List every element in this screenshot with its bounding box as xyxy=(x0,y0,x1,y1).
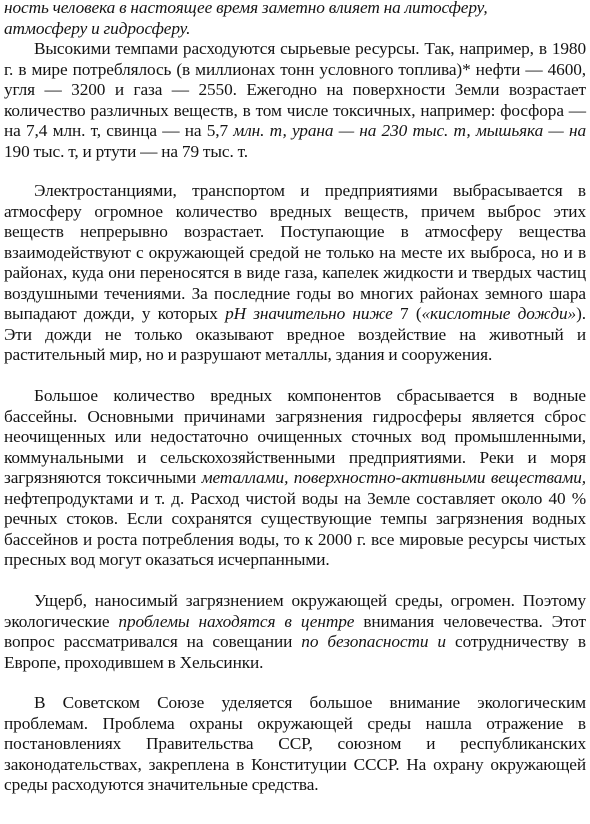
paragraph-5: Ущерб, наносимый загрязнением окружающей среды, огромен. Поэтому экологические проблемы находятся в центре внимания человечества. Этот вопрос рассматривался на совещании по безопасности и сотрудничеству в Европе, проходившем в Хельсинки. xyxy=(4,591,586,672)
paragraph-2: Высокими темпами расходуются сырьевые ресурсы. Так, например, в 1980 г. в мире потреблялось (в миллионах тонн условного топлива)* нефти — 4600, угля — 3200 и газа — 2550. Ежегодно на поверхности Земли возрастает количество различных веществ, в том числе токсичных, например: фосфора — на 7,4 млн. т, свинца — на 5,7 млн. т, урана — на 230 тыс. т, мышьяка — на 190 тыс. т, и ртути — на 79 тыс. т. xyxy=(4,39,586,161)
paragraph-1: ность человека в настоящее время заметно влияет на литосферу, атмосферу и гидросферу. xyxy=(4,0,488,38)
paragraph-6: В Советском Союзе уделяется большое внимание экологическим проблемам. Проблема охраны окружающей среды нашла отражение в постановлениях Правительства ССР, союзном и республиканских законодательствах, закреплена в Конституции СССР. На охрану окружающей среды расходуются значительные средства. xyxy=(4,693,586,794)
paragraph-4: Большое количество вредных компонентов сбрасывается в водные бассейны. Основными причинами загрязнения гидросферы является сброс неочищенных или недостаточно очищенных сточных вод промышленными, коммунальными и сельскохозяйственными предприятиями. Реки и моря загрязняются токсичными металлами, поверхностно-активными веществами, нефтепродуктами и т. д. Расход чистой воды на Земле составляет около 40 % речных стоков. Если сохранятся существующие темпы загрязнения водных бассейнов и роста потребления воды, то к 2000 г. все мировые ресурсы чистых пресных вод могут оказаться исчерпанными. xyxy=(4,386,586,569)
paragraph-3: Электростанциями, транспортом и предприятиями выбрасывается в атмосферу огромное количество вредных веществ, причем выброс этих веществ непрерывно возрастает. Поступающие в атмосферу вещества взаимодействуют с окружающей средой не только на месте их выброса, но и в районах, куда они переносятся в виде газа, капелек жидкости и твердых частиц воздушными течениями. За последние годы во многих районах земного шара выпадают дожди, у которых pH значительно ниже 7 («кислотные дожди»). Эти дожди не только оказывают вредное воздействие на животный и растительный мир, но и разрушают металлы, здания и сооружения. xyxy=(4,181,586,364)
